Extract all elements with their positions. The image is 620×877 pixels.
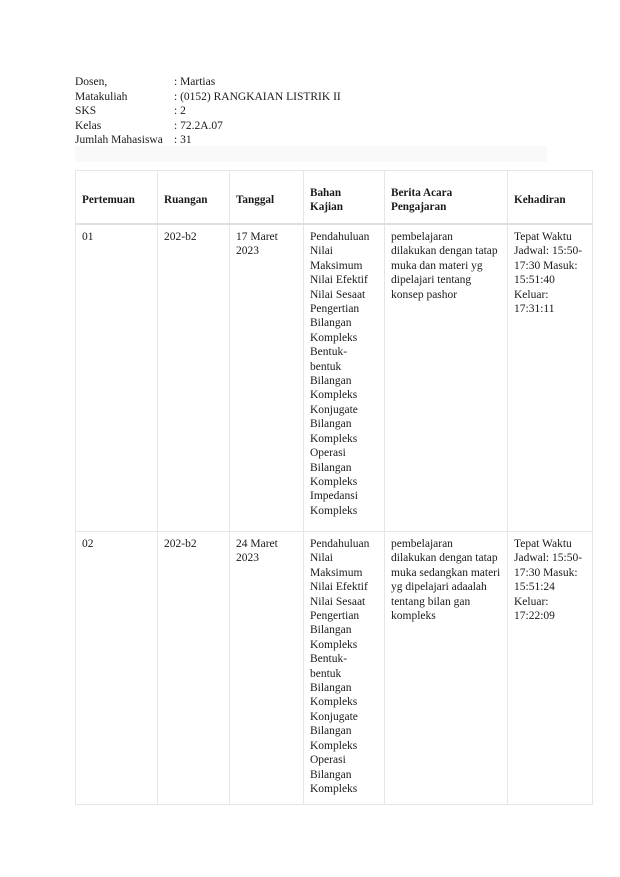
cell-berita-acara: pembelajaran dilakukan dengan tatap muka sedangkan materi yg dipelajari adaalah tentang bilan gan kompleks — [385, 532, 508, 805]
header-bahan-kajian — [304, 171, 385, 225]
cell-tanggal: 24 Maret 2023 — [230, 532, 304, 805]
header-bahan-kajian-line2: Kajian — [310, 201, 343, 213]
cell-pertemuan: 02 — [76, 532, 158, 805]
header-berita-acara — [385, 171, 508, 225]
table-row — [76, 224, 593, 532]
matakuliah-value: : (0152) RANGKAIAN LISTRIK II — [174, 90, 341, 103]
cell-ruangan: 202-b2 — [158, 224, 230, 532]
kelas-value: : 72.2A.07 — [174, 119, 223, 132]
matakuliah-label: Matakuliah — [75, 90, 128, 103]
matakuliah-row — [75, 90, 341, 105]
header-tanggal: Tanggal — [230, 171, 304, 225]
cell-kehadiran: Tepat Waktu Jadwal: 15:50-17:30 Masuk: 15:51:24 Keluar: 17:22:09 — [508, 532, 593, 805]
dosen-value: : Martias — [174, 76, 216, 88]
cell-tanggal: 17 Maret 2023 — [230, 224, 304, 532]
attendance-table — [75, 170, 593, 805]
dosen-label: Dosen, — [75, 76, 108, 88]
header-berita-acara-line2: Pengajaran — [391, 201, 447, 213]
kelas-row — [75, 119, 341, 134]
sks-value: : 2 — [174, 105, 186, 118]
jumlah-mahasiswa-label: Jumlah Mahasiswa — [75, 134, 163, 147]
jumlah-mahasiswa-value: : 31 — [174, 134, 192, 147]
cell-kehadiran: Tepat Waktu Jadwal: 15:50-17:30 Masuk: 15:51:40 Keluar: 17:31:11 — [508, 224, 593, 532]
header-ruangan: Ruangan — [158, 171, 230, 225]
cell-ruangan: 202-b2 — [158, 532, 230, 805]
kelas-label: Kelas — [75, 119, 102, 132]
cell-bahan-kajian: Pendahuluan Nilai Maksimum Nilai Efektif Nilai Sesaat Pengertian Bilangan Kompleks Bentuk-bentuk Bilangan Kompleks Konjugate Bilangan Kompleks Operasi Bilangan Kompleks Impedansi Kompleks — [304, 224, 385, 532]
separator-bar — [75, 146, 547, 162]
header-pertemuan: Pertemuan — [76, 171, 158, 225]
header-bahan-kajian-line1: Bahan — [310, 186, 342, 199]
header-kehadiran: Kehadiran — [508, 171, 593, 225]
table-header-row — [76, 171, 593, 225]
course-info — [75, 75, 341, 148]
dosen-row — [75, 75, 341, 90]
table-row — [76, 532, 593, 805]
sks-label: SKS — [75, 105, 97, 118]
cell-pertemuan: 01 — [76, 224, 158, 532]
header-berita-acara-line1: Berita Acara — [391, 186, 453, 199]
sks-row — [75, 104, 341, 119]
cell-bahan-kajian: Pendahuluan Nilai Maksimum Nilai Efektif Nilai Sesaat Pengertian Bilangan Kompleks Bentuk-bentuk Bilangan Kompleks Konjugate Bilangan Kompleks Operasi Bilangan Kompleks — [304, 532, 385, 805]
cell-berita-acara: pembelajaran dilakukan dengan tatap muka dan materi yg dipelajari tentang konsep pashor — [385, 224, 508, 532]
